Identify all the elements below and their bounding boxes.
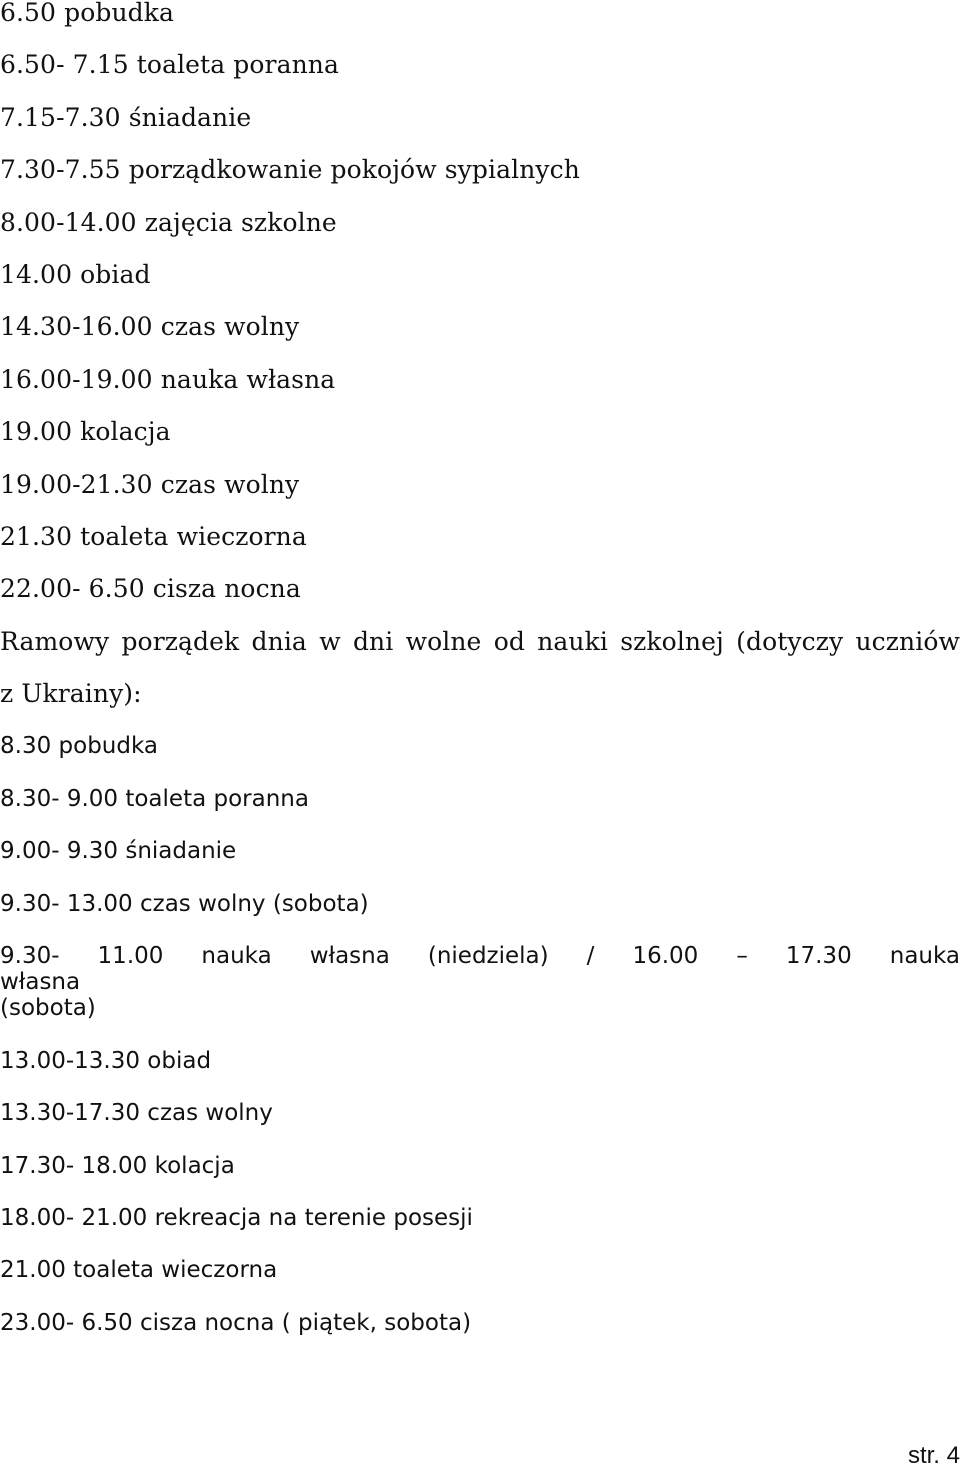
study-line2: (sobota) [0, 995, 96, 1022]
weekend-line: 13.30-17.30 czas wolny [0, 1100, 273, 1127]
weekend-line: 9.00- 9.30 śniadanie [0, 838, 237, 865]
weekend-line: 8.30 pobudka [0, 733, 158, 760]
weekend-heading-line1: Ramowy porządek dnia w dni wolne od nauki szkolnej (dotyczy uczniów [0, 626, 960, 656]
weekend-line: 9.30- 13.00 czas wolny (sobota) [0, 890, 369, 917]
study-line1: 9.30- 11.00 nauka własna (niedziela) / 16.00 – 17.30 nauka własna [0, 943, 960, 996]
weekday-line: 16.00-19.00 nauka własna [0, 364, 336, 394]
weekday-line: 19.00 kolacja [0, 417, 171, 447]
weekday-line: 7.30-7.55 porządkowanie pokojów sypialnych [0, 155, 580, 185]
weekend-line: 17.30- 18.00 kolacja [0, 1152, 235, 1179]
weekend-line: 18.00- 21.00 rekreacja na terenie posesji [0, 1204, 473, 1231]
weekday-line: 14.00 obiad [0, 259, 151, 289]
weekday-line: 8.00-14.00 zajęcia szkolne [0, 207, 337, 237]
page-number: str. 4 [907, 1442, 960, 1469]
weekday-line: 22.00- 6.50 cisza nocna [0, 574, 301, 604]
weekend-line: 8.30- 9.00 toaleta poranna [0, 785, 309, 812]
weekday-line: 6.50- 7.15 toaleta poranna [0, 50, 339, 80]
weekday-line: 7.15-7.30 śniadanie [0, 102, 252, 132]
weekend-line: 21.00 toaleta wieczorna [0, 1257, 278, 1284]
weekday-line: 21.30 toaleta wieczorna [0, 521, 307, 551]
weekday-line: 14.30-16.00 czas wolny [0, 312, 300, 342]
weekday-line: 6.50 pobudka [0, 0, 175, 27]
weekend-line: 23.00- 6.50 cisza nocna ( piątek, sobota) [0, 1309, 472, 1336]
weekend-heading-line2: z Ukrainy): [0, 679, 142, 709]
weekend-line: 13.00-13.30 obiad [0, 1047, 212, 1074]
weekday-line: 19.00-21.30 czas wolny [0, 469, 300, 499]
